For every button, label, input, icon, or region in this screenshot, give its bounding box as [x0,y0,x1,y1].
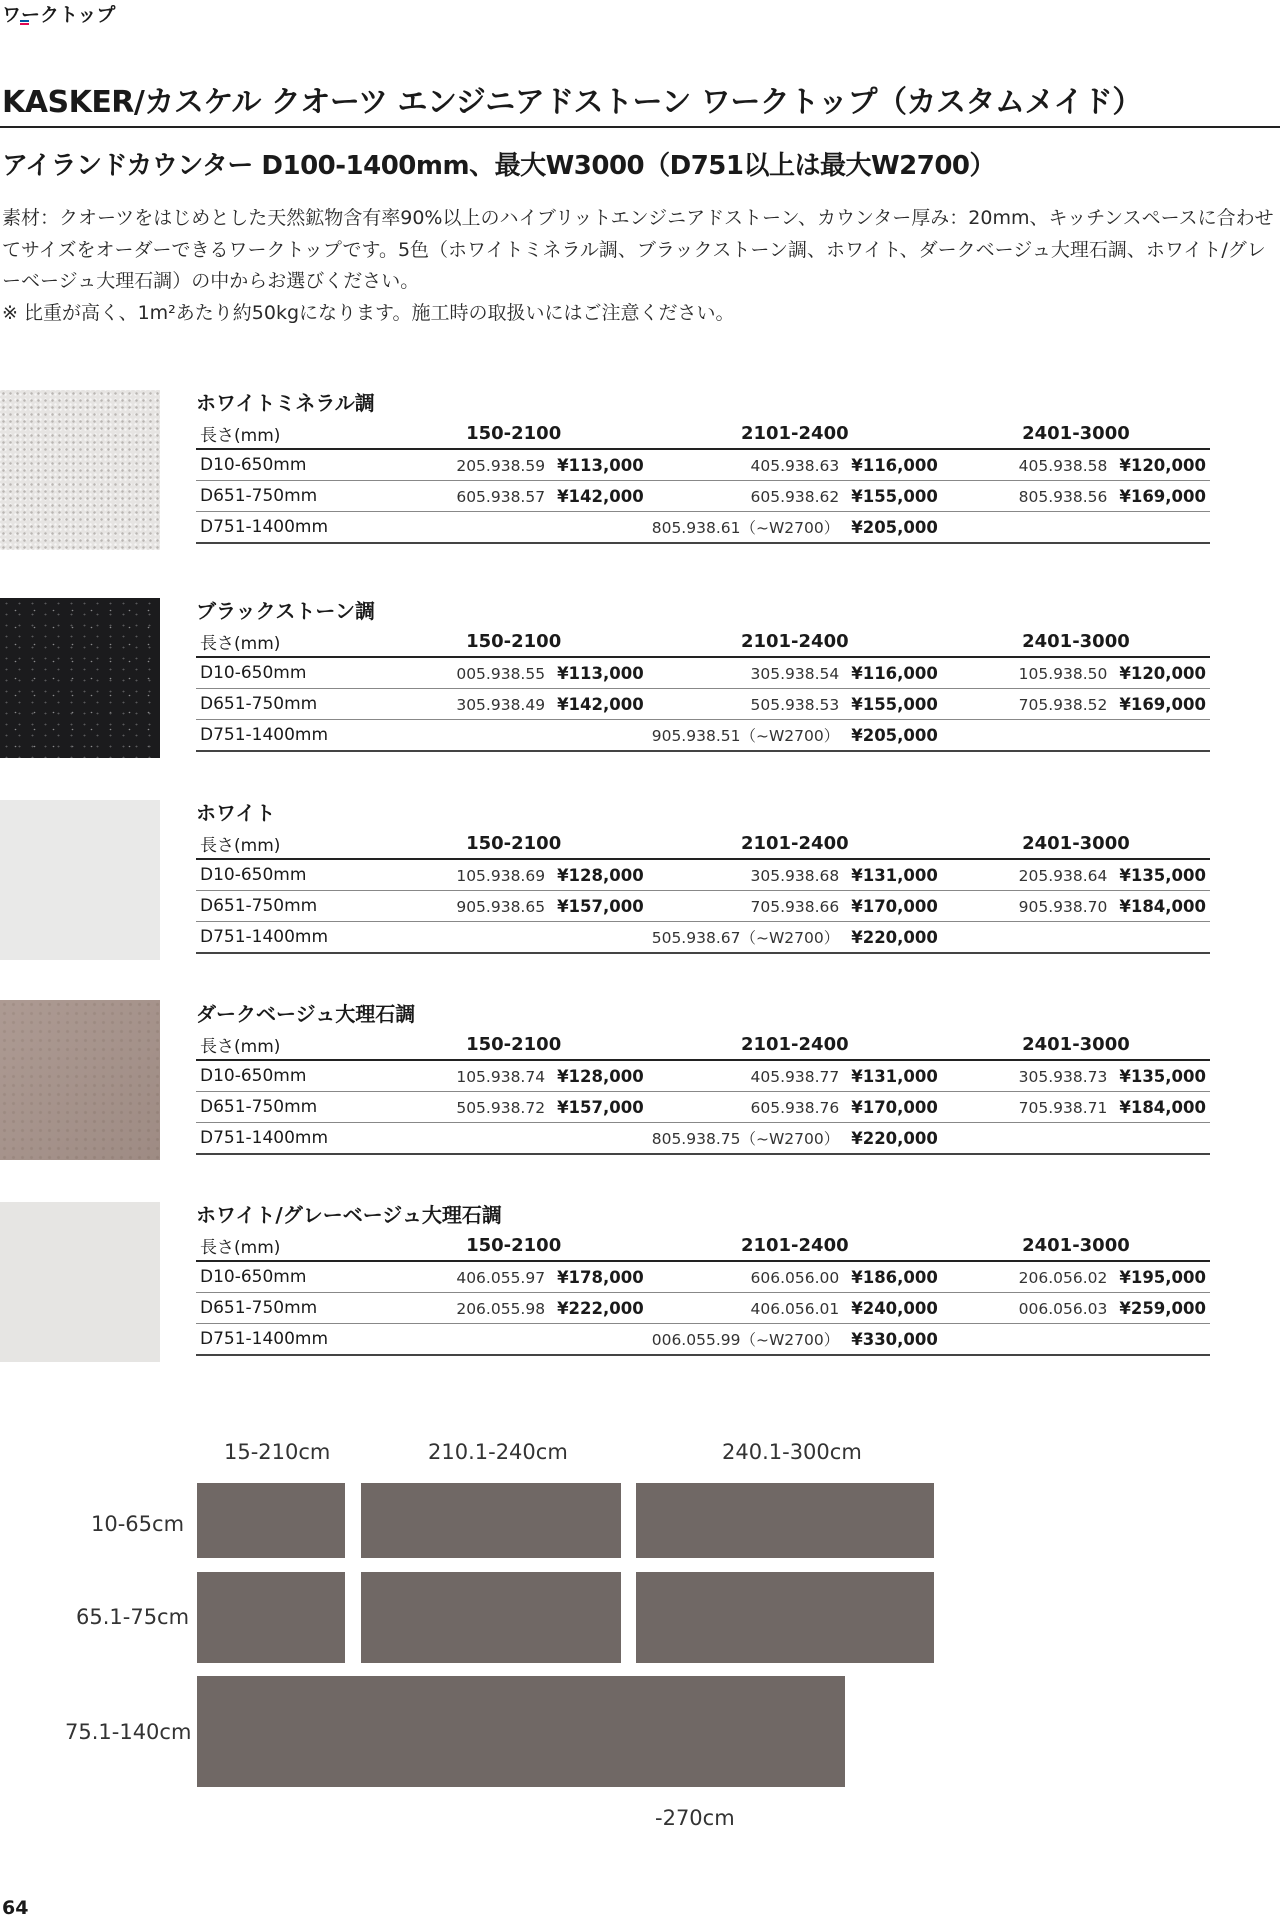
table-row [196,1123,1210,1155]
depth-label: D10-650mm [196,657,380,689]
page-subtitle: アイランドカウンター D100-1400mm、最大W3000（D751以上は最大W2700） [2,151,996,181]
price: ¥135,000 [1119,865,1206,885]
price-cell [942,1261,1210,1293]
table-row [196,481,1210,512]
width-range-header: 2401-3000 [942,1029,1210,1060]
depth-label: D10-650mm [196,449,380,481]
price: ¥205,000 [851,518,938,537]
table-header-row [196,1230,1210,1261]
size-header: 長さ(mm) [196,1230,380,1261]
width-range-header: 2401-3000 [942,1230,1210,1261]
article-number: 105.938.50 [1018,664,1108,683]
price-table [196,1230,1210,1356]
article-number: 006.056.03 [1018,1299,1108,1318]
table-header-row [196,626,1210,657]
article-number: 405.938.63 [750,456,840,475]
depth-label: 75.1-140cm [65,1720,192,1744]
price: ¥128,000 [557,865,644,885]
width-range-header: 2401-3000 [942,418,1210,449]
price-table [196,828,1210,954]
size-header: 長さ(mm) [196,1029,380,1060]
price-cell [648,657,942,689]
depth-label: D10-650mm [196,1060,380,1092]
price: ¥116,000 [851,455,938,475]
price: ¥330,000 [851,1330,938,1349]
table-header-row [196,828,1210,859]
price-cell [942,1092,1210,1123]
title-divider [0,126,1280,128]
width-range-header: 2101-2400 [648,1029,942,1060]
article-number: 705.938.71 [1018,1098,1108,1117]
width-label: 15-210cm [224,1440,331,1464]
depth-label: D651-750mm [196,689,380,720]
price-cell [380,481,648,512]
table-row [196,1092,1210,1123]
article-number: 305.938.54 [750,664,840,683]
price-cell [942,481,1210,512]
table-row [196,922,1210,954]
width-range-header: 150-2100 [380,1230,648,1261]
brand-underline-icon [20,20,29,25]
price-cell [380,1261,648,1293]
price-cell [648,481,942,512]
article-number: 406.056.01 [750,1299,840,1318]
price-cell [942,891,1210,922]
price-cell [648,1293,942,1324]
article-number: 805.938.75（~W2700） [651,1130,840,1148]
article-number: 805.938.56 [1018,487,1108,506]
article-number: 305.938.49 [456,695,546,714]
color-swatch [0,1202,160,1362]
table-row [196,449,1210,481]
page-number: 64 [2,1897,29,1919]
article-number: 905.938.51（~W2700） [651,727,840,745]
article-number: 605.938.62 [750,487,840,506]
width-range-header: 150-2100 [380,828,648,859]
price-cell [942,449,1210,481]
price-cell [648,922,942,954]
width-range-header: 2401-3000 [942,828,1210,859]
table-row [196,689,1210,720]
article-number: 205.938.59 [456,456,546,475]
color-name: ダークベージュ大理石調 [196,1002,416,1026]
table-row [196,1261,1210,1293]
price: ¥184,000 [1119,1097,1206,1117]
size-header: 長さ(mm) [196,418,380,449]
size-block [197,1483,345,1558]
article-number: 805.938.61（~W2700） [651,519,840,537]
depth-label: 10-65cm [91,1512,185,1536]
description [2,203,1277,329]
color-name: ホワイト [196,801,276,825]
article-number: 406.055.97 [456,1268,546,1287]
price-cell [648,1324,942,1356]
article-number: 006.055.99（~W2700） [651,1331,840,1349]
price: ¥170,000 [851,1097,938,1117]
article-number: 705.938.52 [1018,695,1108,714]
size-block [636,1483,934,1558]
color-price-block [196,999,1210,1155]
price-cell [380,689,648,720]
width-range-header: 2101-2400 [648,418,942,449]
table-row [196,657,1210,689]
price: ¥178,000 [557,1267,644,1287]
table-header-row [196,418,1210,449]
depth-label: 65.1-75cm [76,1605,190,1629]
price-cell [648,449,942,481]
price-cell [942,1293,1210,1324]
depth-label: D751-1400mm [196,512,380,544]
price-cell [942,1060,1210,1092]
size-header: 長さ(mm) [196,828,380,859]
depth-label: D651-750mm [196,1293,380,1324]
price: ¥240,000 [851,1298,938,1318]
price-cell [648,512,942,544]
price: ¥170,000 [851,896,938,916]
article-number: 206.056.02 [1018,1268,1108,1287]
price-cell [380,657,648,689]
price: ¥120,000 [1119,455,1206,475]
price: ¥113,000 [557,663,644,683]
section-category: ワークトップ [2,4,116,26]
article-number: 505.938.67（~W2700） [651,929,840,947]
price: ¥157,000 [557,896,644,916]
price: ¥220,000 [851,928,938,947]
article-number: 405.938.58 [1018,456,1108,475]
price: ¥169,000 [1119,694,1206,714]
price-cell [380,891,648,922]
table-row [196,512,1210,544]
price-cell [380,859,648,891]
color-swatch [0,1000,160,1160]
depth-label: D10-650mm [196,1261,380,1293]
article-number: 905.938.65 [456,897,546,916]
price: ¥157,000 [557,1097,644,1117]
depth-label: D651-750mm [196,891,380,922]
color-swatch [0,598,160,758]
description-text: 素材：クオーツをはじめとした天然鉱物含有率90%以上のハイブリットエンジニアドストーン、カウンター厚み：20mm、キッチンスペースに合わせてサイズをオーダーできるワークトップです。5色（ホワイトミネラル調、ブラックストーン調、ホワイト、ダークベージュ大理石調、ホワイト/グレーベージュ大理石調）の中からお選びください。 [2,207,1274,292]
article-number: 005.938.55 [456,664,546,683]
price-cell [380,1092,648,1123]
price: ¥222,000 [557,1298,644,1318]
article-number: 505.938.72 [456,1098,546,1117]
table-row [196,1060,1210,1092]
article-number: 105.938.69 [456,866,546,885]
price: ¥135,000 [1119,1066,1206,1086]
width-range-header: 2401-3000 [942,626,1210,657]
price-cell [942,689,1210,720]
price-table [196,418,1210,544]
price: ¥259,000 [1119,1298,1206,1318]
table-row [196,1324,1210,1356]
size-block [197,1572,345,1663]
article-number: 505.938.53 [750,695,840,714]
price-cell [648,689,942,720]
color-price-block [196,596,1210,752]
article-number: 105.938.74 [456,1067,546,1086]
depth-label: D10-650mm [196,859,380,891]
depth-label: D751-1400mm [196,922,380,954]
price: ¥220,000 [851,1129,938,1148]
width-range-header: 150-2100 [380,418,648,449]
price-cell [648,1092,942,1123]
article-number: 705.938.66 [750,897,840,916]
width-range-header: 150-2100 [380,1029,648,1060]
price-cell [648,1123,942,1155]
price: ¥155,000 [851,486,938,506]
width-range-header: 2101-2400 [648,1230,942,1261]
price-cell [380,449,648,481]
color-swatch [0,800,160,960]
table-row [196,891,1210,922]
article-number: 305.938.73 [1018,1067,1108,1086]
price: ¥131,000 [851,865,938,885]
table-row [196,720,1210,752]
article-number: 605.938.57 [456,487,546,506]
size-header: 長さ(mm) [196,626,380,657]
color-price-block [196,1200,1210,1356]
size-block-large [197,1676,845,1787]
price: ¥116,000 [851,663,938,683]
width-range-header: 2101-2400 [648,626,942,657]
width-range-header: 150-2100 [380,626,648,657]
depth-label: D751-1400mm [196,1123,380,1155]
price: ¥186,000 [851,1267,938,1287]
price: ¥128,000 [557,1066,644,1086]
color-price-block [196,798,1210,954]
price: ¥205,000 [851,726,938,745]
article-number: 205.938.64 [1018,866,1108,885]
size-block [361,1483,621,1558]
article-number: 905.938.70 [1018,897,1108,916]
price: ¥195,000 [1119,1267,1206,1287]
article-number: 605.938.76 [750,1098,840,1117]
size-block [361,1572,621,1663]
depth-label: D751-1400mm [196,1324,380,1356]
price: ¥142,000 [557,694,644,714]
color-name: ホワイト/グレーベージュ大理石調 [196,1203,502,1227]
price-cell [648,1060,942,1092]
page-title: KASKER/カスケル クオーツ エンジニアドストーン ワークトップ（カスタムメイド） [2,85,1142,120]
price: ¥142,000 [557,486,644,506]
article-number: 606.056.00 [750,1268,840,1287]
article-number: 305.938.68 [750,866,840,885]
price-table [196,626,1210,752]
price-cell [648,891,942,922]
price-cell [380,1293,648,1324]
color-price-block [196,388,1210,544]
table-row [196,859,1210,891]
color-swatch [0,390,160,550]
price: ¥184,000 [1119,896,1206,916]
width-range-header: 2101-2400 [648,828,942,859]
price-cell [942,859,1210,891]
size-block [636,1572,934,1663]
width-label: 240.1-300cm [722,1440,862,1464]
color-name: ホワイトミネラル調 [196,391,375,415]
table-row [196,1293,1210,1324]
price: ¥155,000 [851,694,938,714]
price: ¥131,000 [851,1066,938,1086]
table-header-row [196,1029,1210,1060]
description-note: ※ 比重が高く、1m²あたり約50kgになります。施工時の取扱いにはご注意ください。 [2,301,735,324]
price-cell [648,720,942,752]
article-number: 206.055.98 [456,1299,546,1318]
price-table [196,1029,1210,1155]
price-cell [942,657,1210,689]
depth-label: D651-750mm [196,1092,380,1123]
color-name: ブラックストーン調 [196,599,375,623]
price: ¥120,000 [1119,663,1206,683]
width-label: 210.1-240cm [428,1440,568,1464]
max-width-label: -270cm [655,1806,735,1830]
price-cell [380,1060,648,1092]
price: ¥113,000 [557,455,644,475]
depth-label: D751-1400mm [196,720,380,752]
depth-label: D651-750mm [196,481,380,512]
price: ¥169,000 [1119,486,1206,506]
article-number: 405.938.77 [750,1067,840,1086]
price-cell [648,1261,942,1293]
price-cell [648,859,942,891]
